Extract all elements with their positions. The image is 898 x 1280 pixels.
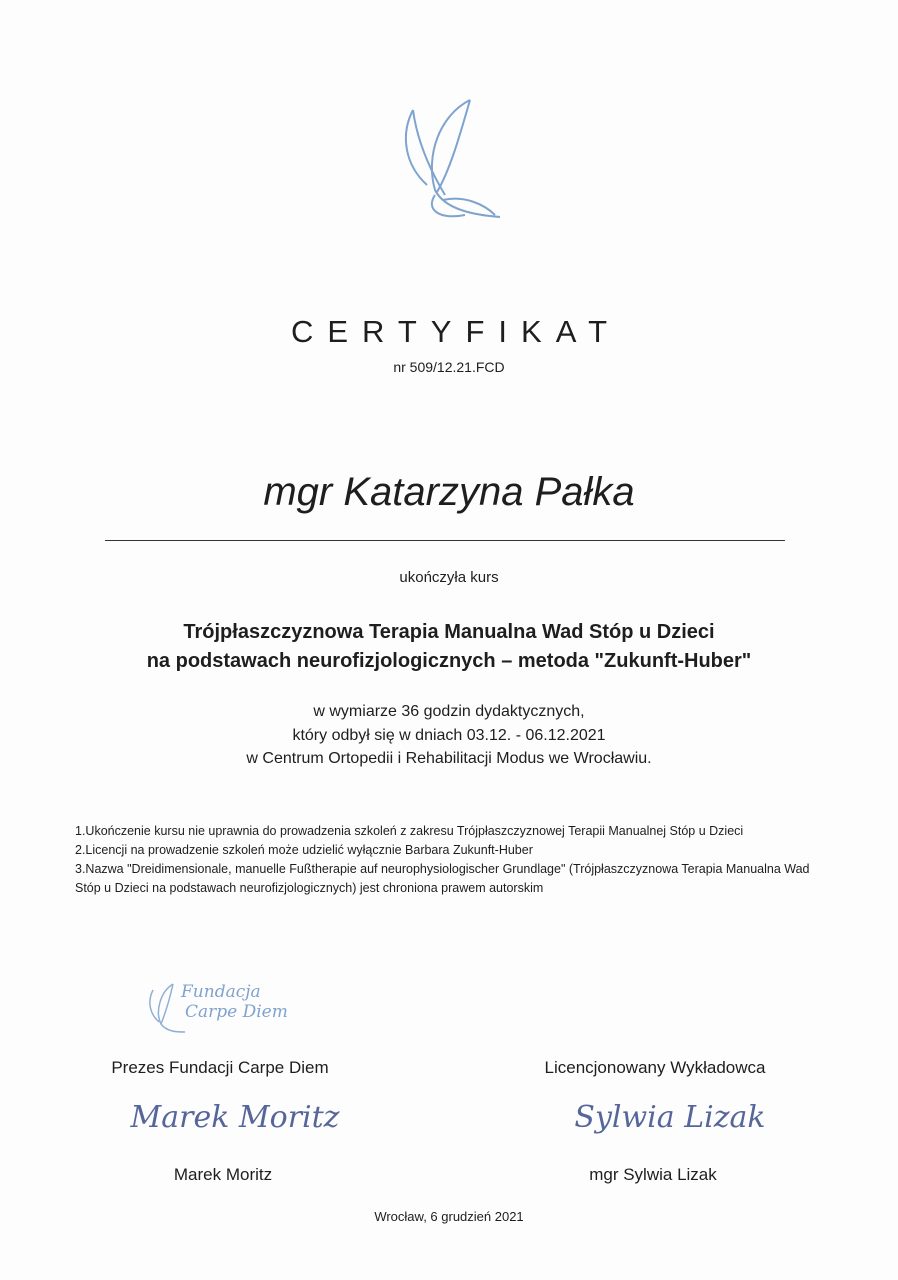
right-signatory-name: mgr Sylwia Lizak (589, 1165, 717, 1184)
left-signature: Marek Moritz (130, 1100, 340, 1135)
logo-text-line-2: Carpe Diem (185, 1002, 288, 1022)
right-signature: Sylwia Lizak (574, 1100, 766, 1135)
left-signatory-role: Prezes Fundacji Carpe Diem (111, 1058, 329, 1077)
course-hours: w wymiarze 36 godzin dydaktycznych, (313, 703, 585, 720)
right-signatory-role: Licencjonowany Wykładowca (544, 1058, 766, 1077)
completed-label: ukończyła kurs (399, 569, 499, 586)
logo-text-line-1: Fundacja (181, 982, 261, 1002)
recipient-name: mgr Katarzyna Pałka (263, 470, 635, 514)
note-1: 1.Ukończenie kursu nie uprawnia do prowadzenia szkoleń z zakresu Trójpłaszczyznowej Terapii Manualnej Stóp u Dzieci (75, 824, 744, 838)
butterfly-logo-icon (395, 95, 505, 225)
butterfly-small-icon (145, 982, 185, 1034)
note-3: 3.Nazwa "Dreidimensionale, manuelle Fußtherapie auf neurophysiologischer Grundlage" (Trójpłaszczyznowa Terapia Manualna Wad Stóp u Dzieci na podstawach neurofizjologicznych) jest chroniona prawem autorskim (75, 862, 810, 895)
left-signatory-name: Marek Moritz (173, 1165, 273, 1184)
certificate-title: CERTYFIKAT (290, 314, 622, 349)
notes (75, 822, 835, 898)
course-location: w Centrum Ortopedii i Rehabilitacji Modus we Wrocławiu. (246, 750, 652, 767)
certificate-number: nr 509/12.21.FCD (393, 359, 505, 375)
issue-date: Wrocław, 6 grudzień 2021 (374, 1209, 524, 1224)
course-title-line-1: Trójpłaszczyznowa Terapia Manualna Wad Stóp u Dzieci (183, 621, 715, 643)
course-title-line-2: na podstawach neurofizjologicznych – metoda "Zukunft-Huber" (146, 650, 752, 672)
note-2: 2.Licencji na prowadzenie szkoleń może udzielić wyłącznie Barbara Zukunft-Huber (75, 843, 533, 857)
name-underline (105, 540, 785, 541)
fundacja-carpe-diem-logo (145, 978, 315, 1040)
course-dates: który odbył się w dniach 03.12. - 06.12.2021 (292, 727, 606, 744)
